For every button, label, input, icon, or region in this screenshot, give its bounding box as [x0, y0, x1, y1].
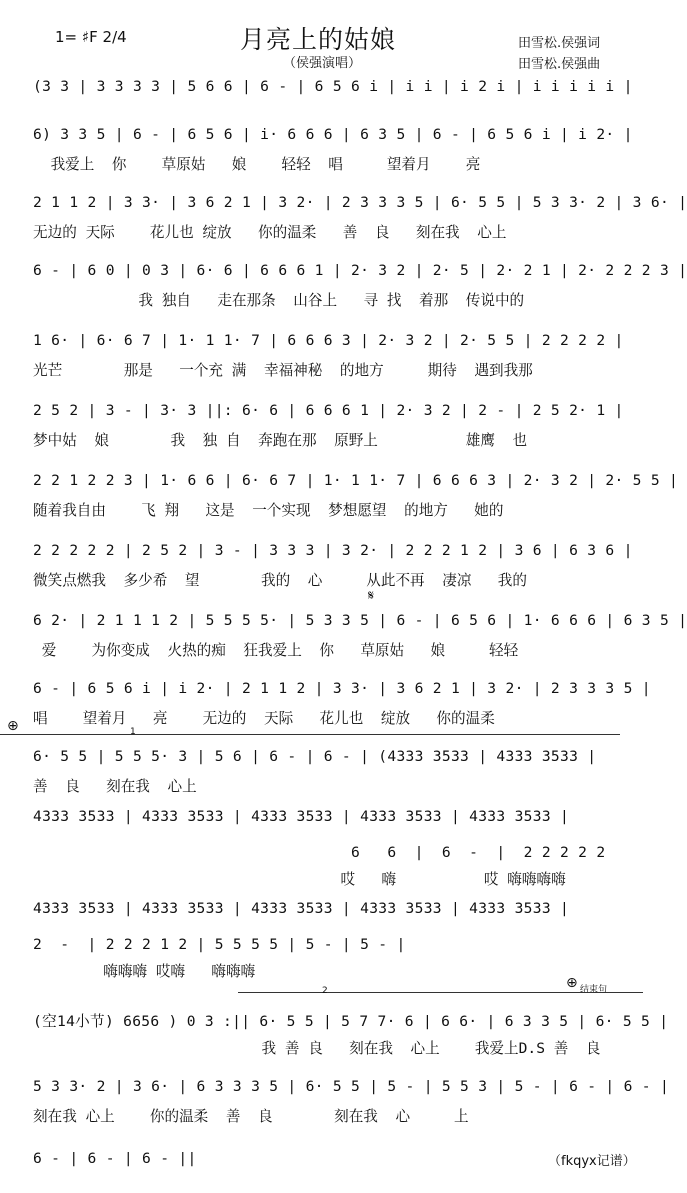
- volta-number: 2: [322, 986, 328, 996]
- lyric-row: 梦中姑 娘 我 独 自 奔跑在那 原野上 雄鹰 也: [33, 432, 528, 449]
- coda-label: 结束句: [580, 985, 608, 995]
- lyric-row: 唱 望着月 亮 无边的 天际 花儿也 绽放 你的温柔: [33, 710, 495, 727]
- note-row: 2 2 1 2 2 3 | 1· 6 6 | 6· 6 7 | 1· 1 1· 7 | 6 6 6 3 | 2· 3 2 | 2· 5 5 |: [33, 472, 679, 489]
- lyric-row: 无边的 天际 花儿也 绽放 你的温柔 善 良 刻在我 心上: [33, 224, 507, 241]
- volta-bracket: [238, 992, 643, 993]
- lyric-row: 爱 为你变成 火热的痴 狂我爱上 你 草原姑 娘 轻轻: [33, 642, 519, 659]
- note-row: 2 1 1 2 | 3 3· | 3 6 2 1 | 3 2· | 2 3 3 3 5 | 6· 5 5 | 5 3 3· 2 | 3 6· |: [33, 194, 687, 211]
- song-title: 月亮上的姑娘: [240, 25, 397, 54]
- note-row: 4333 3533 | 4333 3533 | 4333 3533 | 4333 3533 | 4333 3533 |: [33, 808, 570, 825]
- coda-icon: ⊕: [7, 718, 19, 734]
- note-row: 2 5 2 | 3 - | 3· 3 ||: 6· 6 | 6 6 6 1 | 2· 3 2 | 2 - | 2 5 2· 1 |: [33, 402, 624, 419]
- key-signature: 1= ♯F 2/4: [55, 28, 127, 46]
- note-row: 6 - | 6 - | 6 - ||: [33, 1150, 197, 1167]
- performer: （侯强演唱）: [283, 56, 362, 71]
- lyric-row: 光芒 那是 一个充 满 幸福神秘 的地方 期待 遇到我那: [33, 362, 533, 379]
- composer-credit: 田雪松.侯强曲: [518, 57, 601, 72]
- note-row: 6 2· | 2 1 1 1 2 | 5 5 5 5· | 5 3 3 5 | 6 - | 6 5 6 | 1· 6 6 6 | 6 3 5 |: [33, 612, 687, 629]
- volta-number: 1: [130, 727, 136, 737]
- lyric-row: 我爱上 你 草原姑 娘 轻轻 唱 望着月 亮: [33, 156, 481, 173]
- lyric-row: 刻在我 心上 你的温柔 善 良 刻在我 心 上: [33, 1108, 469, 1125]
- volta-bracket: [0, 734, 620, 735]
- segno-icon: 𝄋: [368, 588, 375, 604]
- note-row: 2 - | 2 2 2 1 2 | 5 5 5 5 | 5 - | 5 - |: [33, 936, 406, 953]
- transcriber-credit: （fkqyx记谱）: [548, 1154, 636, 1169]
- note-row: 6 - | 6 5 6 i | i 2· | 2 1 1 2 | 3 3· | 3 6 2 1 | 3 2· | 2 3 3 3 5 |: [33, 680, 651, 697]
- note-row: 1 6· | 6· 6 7 | 1· 1 1· 7 | 6 6 6 3 | 2· 3 2 | 2· 5 5 | 2 2 2 2 |: [33, 332, 624, 349]
- note-row: 6 6 | 6 - | 2 2 2 2 2: [33, 844, 606, 861]
- lyric-row: 哎 嗨 哎 嗨嗨嗨嗨: [33, 871, 566, 888]
- note-row: 2 2 2 2 2 | 2 5 2 | 3 - | 3 3 3 | 3 2· | 2 2 2 1 2 | 3 6 | 6 3 6 |: [33, 542, 633, 559]
- note-row: 6 - | 6 0 | 0 3 | 6· 6 | 6 6 6 1 | 2· 3 2 | 2· 5 | 2· 2 1 | 2· 2 2 2 3 |: [33, 262, 687, 279]
- note-row: (空14小节) 6656 ) 0 3 :|| 6· 5 5 | 5 7 7· 6 | 6 6· | 6 3 3 5 | 6· 5 5 |: [33, 1013, 669, 1030]
- lyric-row: 我 独自 走在那条 山谷上 寻 找 着那 传说中的: [33, 292, 525, 309]
- note-row: 5 3 3· 2 | 3 6· | 6 3 3 3 5 | 6· 5 5 | 5 - | 5 5 3 | 5 - | 6 - | 6 - |: [33, 1078, 670, 1095]
- lyricist-credit: 田雪松.侯强词: [518, 36, 601, 51]
- lyric-row: 微笑点燃我 多少希 望 我的 心 从此不再 凄凉 我的: [33, 572, 527, 589]
- note-row: 4333 3533 | 4333 3533 | 4333 3533 | 4333 3533 | 4333 3533 |: [33, 900, 570, 917]
- note-row: 6· 5 5 | 5 5 5· 3 | 5 6 | 6 - | 6 - | (4333 3533 | 4333 3533 |: [33, 748, 597, 765]
- lyric-row: 善 良 刻在我 心上: [33, 778, 197, 795]
- lyric-row: 我 善 良 刻在我 心上 我爱上D.S 善 良: [33, 1040, 601, 1057]
- note-row: 6) 3 3 5 | 6 - | 6 5 6 | i· 6 6 6 | 6 3 5 | 6 - | 6 5 6 i | i 2· |: [33, 126, 633, 143]
- coda-icon: ⊕: [566, 975, 578, 991]
- lyric-row: 随着我自由 飞 翔 这是 一个实现 梦想愿望 的地方 她的: [33, 502, 504, 519]
- note-row: (3 3 | 3 3 3 3 | 5 6 6 | 6 - | 6 5 6 i | i i | i 2 i | i i i i i |: [33, 78, 633, 95]
- lyric-row: 嗨嗨嗨 哎嗨 嗨嗨嗨: [33, 963, 256, 980]
